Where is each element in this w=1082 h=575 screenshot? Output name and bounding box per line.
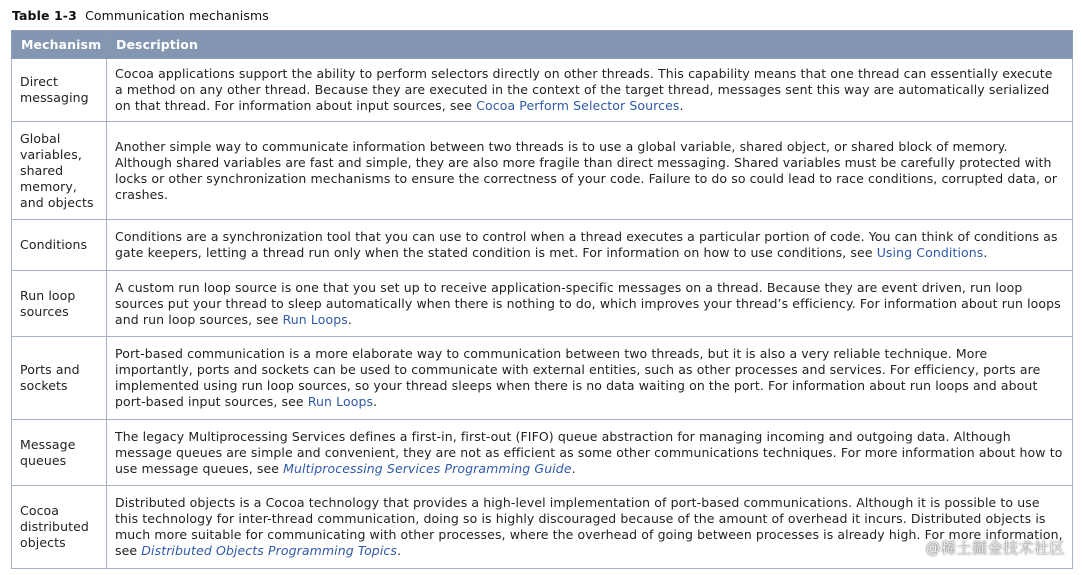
description-cell <box>107 337 1073 420</box>
description-cell <box>107 220 1073 271</box>
description-suffix: . <box>397 543 402 558</box>
description-text: Conditions are a synchronization tool that you can use to control when a thread executes a particular portion of code. You can think of conditions as gate keepers, letting a thread run only when the stated condition is met. For information on how to use conditions, see <box>115 229 1058 260</box>
communication-mechanisms-table <box>11 30 1073 569</box>
description-suffix: . <box>679 98 684 113</box>
link-run-loops[interactable]: Run Loops <box>282 311 348 327</box>
description-cell <box>107 59 1073 122</box>
description-cell <box>107 271 1073 337</box>
column-header-mechanism: Mechanism <box>12 31 107 59</box>
table-caption <box>12 8 269 23</box>
description-cell <box>107 420 1073 486</box>
table-row <box>12 420 1073 486</box>
table-caption-title: Communication mechanisms <box>85 8 269 23</box>
description-suffix: . <box>373 394 378 409</box>
description-suffix: . <box>347 311 352 327</box>
description-text: Port-based communication is a more elaborate way to communication between two threads, but it is also a very reliable technique. More importantly, ports and sockets can be used to communicate with external entities, such as other processes and services. For efficiency, ports are implemented using run loop sources, so your thread sleeps when there is no data waiting on the port. For information about run loops and about port-based input sources, see <box>115 346 1041 409</box>
table-caption-label: Table 1-3 <box>12 8 77 23</box>
link-using-conditions[interactable]: Using Conditions <box>876 245 984 260</box>
description-text: Distributed objects is a Cocoa technology that provides a high-level implementation of port-based communications. Although it is possible to use this technology for inter-thread communication, doing so is highly discouraged because of the amount of overhead it incurs. Distributed objects is much more suitable for communicating with other processes, where the overhead of going between processes is already high. For more information, see <box>115 495 1063 558</box>
link-multiprocessing-services-guide[interactable]: Multiprocessing Services Programming Guide <box>283 460 572 476</box>
link-distributed-objects-topics[interactable]: Distributed Objects Programming Topics <box>141 543 398 558</box>
table-row <box>12 122 1073 220</box>
mechanism-cell: Cocoa distributed objects <box>12 486 107 569</box>
table-row <box>12 59 1073 122</box>
mechanism-cell: Message queues <box>12 420 107 486</box>
link-run-loops[interactable]: Run Loops <box>307 394 374 409</box>
description-suffix: . <box>571 460 576 476</box>
table-row <box>12 337 1073 420</box>
mechanism-cell: Conditions <box>12 220 107 271</box>
link-cocoa-perform-selector-sources[interactable]: Cocoa Perform Selector Sources <box>476 98 680 113</box>
description-suffix: . <box>983 245 988 260</box>
description-text: A custom run loop source is one that you set up to receive application-specific messages on a thread. Because they are event driven, run loop sources put your thread to sleep automatically when there is nothing to do, which improves your thread’s efficiency. For information about run loops and run loop sources, see <box>115 279 1061 327</box>
description-text: Another simple way to communicate information between two threads is to use a global variable, shared object, or shared block of memory. Although shared variables are fast and simple, they are also more fragile than direct messaging. Shared variables must be carefully protected with locks or other synchronization mechanisms to ensure the correctness of your code. Failure to do so could lead to race conditions, corrupted data, or crashes. <box>115 138 1058 202</box>
column-header-description: Description <box>107 31 1073 59</box>
table-row <box>12 271 1073 337</box>
description-cell <box>107 122 1073 220</box>
table-row <box>12 486 1073 569</box>
table-row <box>12 220 1073 271</box>
description-text: Cocoa applications support the ability to perform selectors directly on other threads. This capability means that one thread can essentially execute a method on any other thread. Because they are executed in the context of the target thread, messages sent this way are automatically serialized on that thread. For information about input sources, see <box>115 66 1053 113</box>
description-text: The legacy Multiprocessing Services defines a first-in, first-out (FIFO) queue abstraction for managing incoming and outgoing data. Although message queues are simple and convenient, they are not as efficient as some other communications techniques. For more information about how to use message queues, see <box>115 428 1063 476</box>
table-header-row <box>12 31 1073 59</box>
mechanism-cell: Run loop sources <box>12 271 107 337</box>
mechanism-cell: Direct messaging <box>12 59 107 122</box>
mechanism-cell: Ports and sockets <box>12 337 107 420</box>
watermark: @稀土掘金技术社区 <box>925 539 1065 557</box>
mechanism-cell: Global variables, shared memory, and objects <box>12 122 107 220</box>
